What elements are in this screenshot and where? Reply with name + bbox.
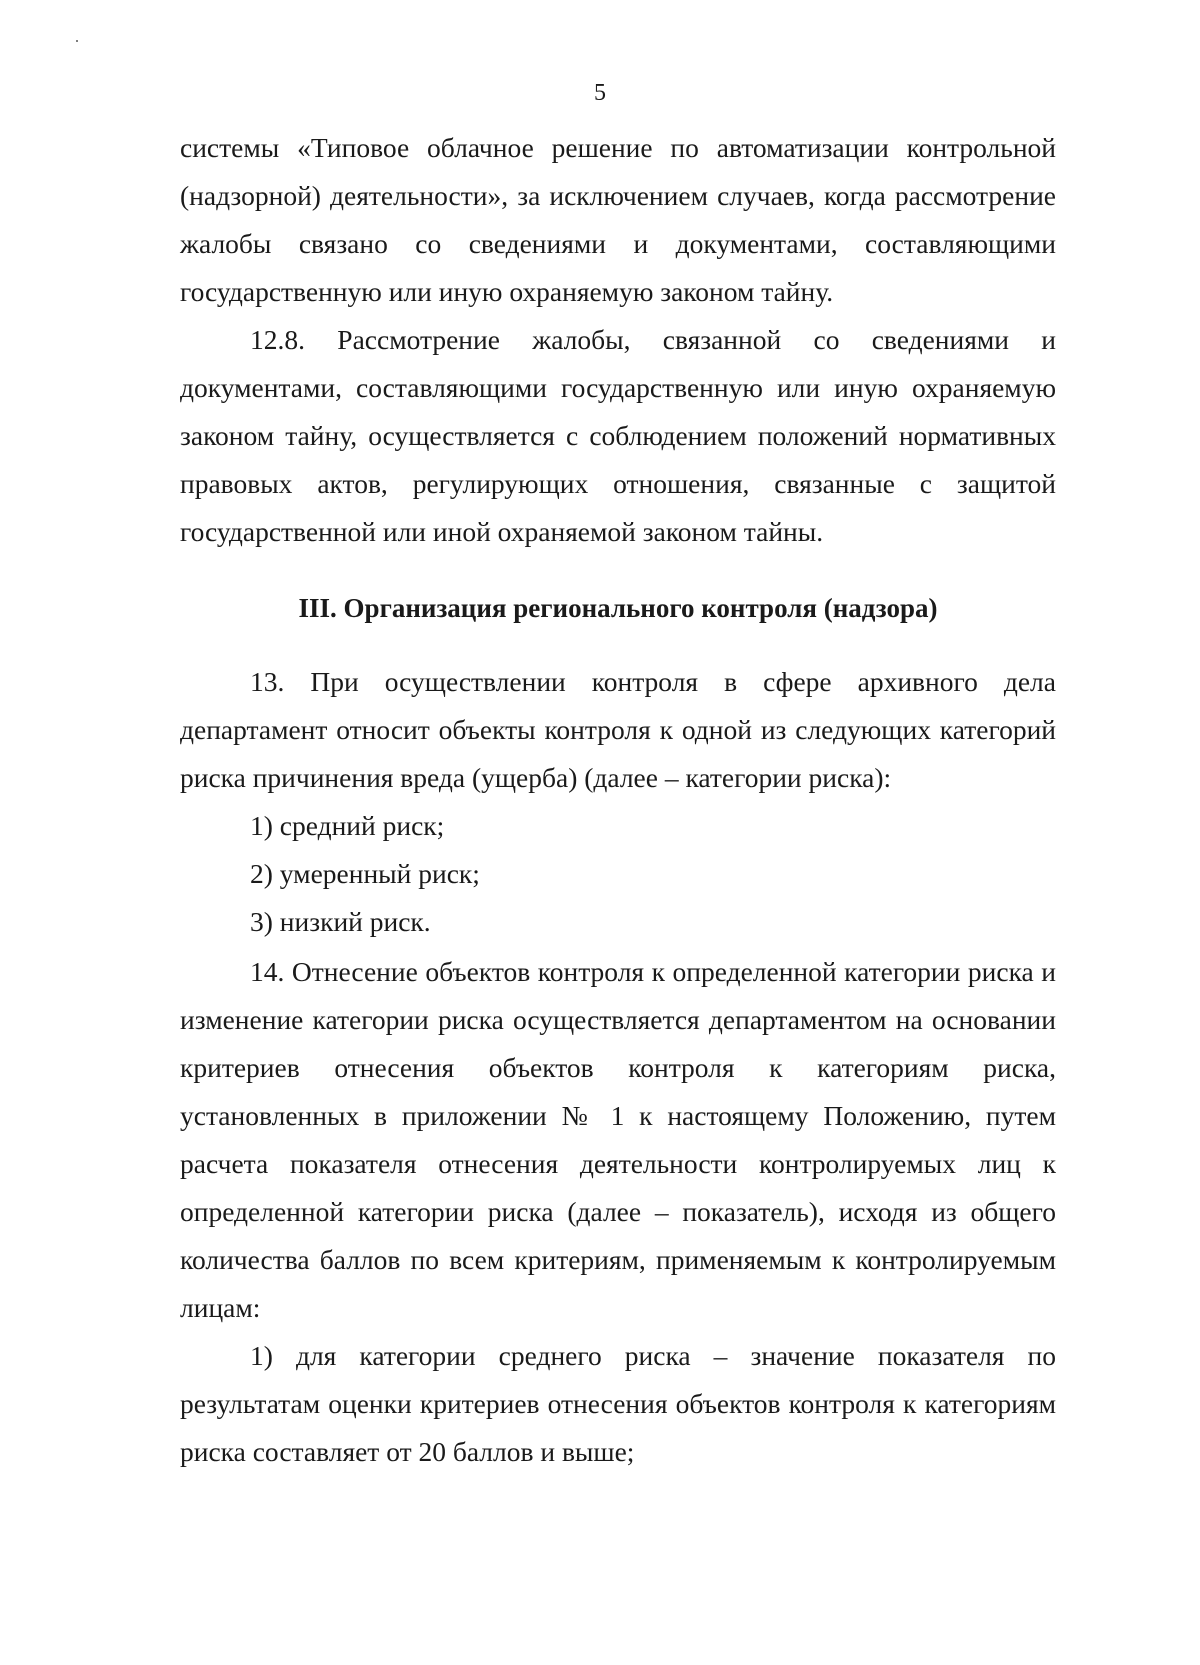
paragraph-13: 13. При осуществлении контроля в сфере архивного дела департамент относит объекты контроля к одной из следующих категорий риска причинения вреда (ущерба) (далее – категории риска): xyxy=(180,666,1056,793)
page-number: 5 xyxy=(594,80,606,106)
paragraph-14: 14. Отнесение объектов контроля к определенной категории риска и изменение категории риска осуществляется департаментом на основании критериев отнесения объектов контроля к категориям риска, установленных в приложении № 1 к настоящему Положению, путем расчета показателя отнесения деятельности контролируемых лиц к определенной категории риска (далее – показатель), исходя из общего количества баллов по всем критериям, применяемым к контролируемым лицам: xyxy=(180,956,1056,1323)
paragraph-12-8: 12.8. Рассмотрение жалобы, связанной со сведениями и документами, составляющими государственную или иную охраняемую законом тайну, осуществляется с соблюдением положений нормативных правовых актов, регулирующих отношения, связанные с защитой государственной или иной охраняемой законом тайны. xyxy=(180,324,1056,547)
scan-speck xyxy=(76,40,78,42)
section-heading: III. Организация регионального контроля (надзора) xyxy=(298,593,938,623)
paragraph-14-1: 1) для категории среднего риска – значение показателя по результатам оценки критериев отнесения объектов контроля к категориям риска составляет от 20 баллов и выше; xyxy=(180,1340,1056,1467)
risk-list-item: 3) низкий риск. xyxy=(250,906,431,937)
risk-list-item: 2) умеренный риск; xyxy=(250,858,480,889)
risk-list-item: 1) средний риск; xyxy=(250,810,445,841)
document-body xyxy=(180,124,1056,1476)
paragraph-complaint-continuation: системы «Типовое облачное решение по автоматизации контрольной (надзорной) деятельности», за исключением случаев, когда рассмотрение жалобы связано со сведениями и документами, составляющими государственную или иную охраняемую законом тайну. xyxy=(180,132,1056,307)
